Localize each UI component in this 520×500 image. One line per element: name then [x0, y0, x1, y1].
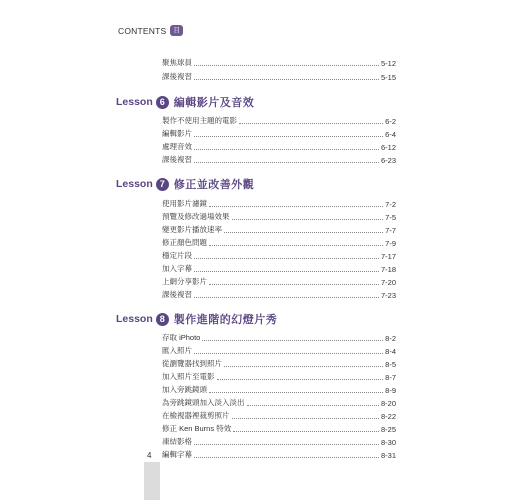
- dot-leader: [209, 284, 379, 285]
- toc-entry-page: 8-31: [380, 451, 396, 460]
- dot-leader: [194, 136, 383, 137]
- toc-entry[interactable]: [162, 436, 396, 447]
- page-tab-marker: [144, 462, 160, 500]
- toc-entry-page: 7-5: [385, 213, 396, 222]
- toc-entry-label: 修正顏色問題: [162, 238, 207, 247]
- toc-entry-label: 處理音效: [162, 142, 192, 151]
- toc-entry[interactable]: [162, 289, 396, 300]
- dot-leader: [224, 232, 383, 233]
- toc-entry-label: 課後複習: [162, 72, 192, 81]
- toc-entry[interactable]: [162, 198, 396, 209]
- toc-entry-page: 8-22: [380, 412, 396, 421]
- lesson-word: Lesson: [116, 313, 153, 325]
- dot-leader: [194, 353, 383, 354]
- toc-entry-page: 8-25: [380, 425, 396, 434]
- toc-entry-page: 8-20: [380, 399, 396, 408]
- dot-leader: [202, 340, 383, 341]
- toc-entry-label: 加入照片至電影: [162, 372, 215, 381]
- toc-entry-page: 8-2: [385, 334, 396, 343]
- toc-entry-page: 5-15: [380, 73, 396, 82]
- toc-entry-label: 變更影片播放速率: [162, 225, 222, 234]
- toc-entry-page: 5-12: [380, 59, 396, 68]
- toc-entry[interactable]: [162, 397, 396, 408]
- toc-entry-page: 6-4: [385, 130, 396, 139]
- lesson-title: 製作進階的幻燈片秀: [173, 314, 278, 326]
- toc-entry-label: 製作不使用主題的電影: [162, 116, 237, 125]
- toc-entry-label: 修正 Ken Burns 特效: [162, 424, 232, 433]
- toc-entry-label: 課後複習: [162, 155, 192, 164]
- toc-entry-label: 存取 iPhoto: [162, 333, 201, 342]
- dot-leader: [247, 405, 379, 406]
- toc-entry[interactable]: [162, 115, 396, 126]
- toc-entry-page: 6-23: [380, 156, 396, 165]
- dot-leader: [209, 392, 383, 393]
- toc-entry[interactable]: [162, 423, 396, 434]
- toc-entry-label: 加入旁跳鏡頭: [162, 385, 207, 394]
- dot-leader: [194, 65, 379, 66]
- dot-leader: [224, 366, 383, 367]
- dot-leader: [233, 431, 379, 432]
- dot-leader: [194, 457, 379, 458]
- toc-entry[interactable]: [162, 410, 396, 421]
- toc-entry-page: 7-7: [385, 226, 396, 235]
- toc-entry-label: 穩定片段: [162, 251, 192, 260]
- page-number: 4: [147, 451, 152, 460]
- toc-entry-page: 8-30: [380, 438, 396, 447]
- dot-leader: [232, 418, 379, 419]
- toc-entry[interactable]: [162, 57, 396, 68]
- dot-leader: [194, 162, 379, 163]
- toc-entry[interactable]: [162, 250, 396, 261]
- lesson-number-badge: 8: [156, 313, 169, 326]
- dot-leader: [232, 219, 384, 220]
- toc-entry-page: 8-5: [385, 360, 396, 369]
- lesson-number-badge: 7: [156, 178, 169, 191]
- toc-entry[interactable]: [162, 211, 396, 222]
- running-header: [118, 25, 183, 45]
- toc-entry[interactable]: [162, 449, 396, 460]
- dot-leader: [194, 149, 379, 150]
- dot-leader: [209, 245, 383, 246]
- toc-entry[interactable]: [162, 71, 396, 82]
- lesson-heading-8[interactable]: [116, 311, 277, 327]
- dot-leader: [194, 271, 379, 272]
- toc-entry[interactable]: [162, 237, 396, 248]
- lesson-word: Lesson: [116, 96, 153, 108]
- toc-entry-page: 7-2: [385, 200, 396, 209]
- toc-entry[interactable]: [162, 141, 396, 152]
- toc-entry-page: 7-20: [380, 278, 396, 287]
- toc-entry[interactable]: [162, 371, 396, 382]
- header-title: CONTENTS: [118, 25, 167, 36]
- dot-leader: [194, 258, 379, 259]
- toc-entry-page: 8-4: [385, 347, 396, 356]
- toc-entry[interactable]: [162, 154, 396, 165]
- lesson-heading-6[interactable]: [116, 94, 254, 110]
- toc-entry[interactable]: [162, 345, 396, 356]
- toc-entry-page: 8-9: [385, 386, 396, 395]
- toc-entry-page: 7-9: [385, 239, 396, 248]
- toc-entry-page: 6-12: [380, 143, 396, 152]
- lesson-heading-7[interactable]: [116, 176, 254, 192]
- toc-entry-page: 7-18: [380, 265, 396, 274]
- header-badge: 目錄: [170, 25, 183, 36]
- dot-leader: [239, 123, 383, 124]
- toc-entry-label: 在檢視器裡裁剪照片: [162, 411, 230, 420]
- toc-entry-page: 7-17: [380, 252, 396, 261]
- toc-entry-label: 預覽及修改過場效果: [162, 212, 230, 221]
- toc-entry[interactable]: [162, 224, 396, 235]
- dot-leader: [194, 444, 379, 445]
- toc-entry-page: 8-7: [385, 373, 396, 382]
- toc-entry-label: 為旁跳鏡頭加入淡入淡出: [162, 398, 245, 407]
- toc-entry-label: 從瀏覽器找到照片: [162, 359, 222, 368]
- dot-leader: [209, 206, 383, 207]
- toc-entry[interactable]: [162, 384, 396, 395]
- lesson-title: 修正並改善外觀: [173, 179, 255, 191]
- toc-entry[interactable]: [162, 128, 396, 139]
- lesson-word: Lesson: [116, 178, 153, 190]
- toc-entry-label: 匯入照片: [162, 346, 192, 355]
- toc-entry-label: 編輯字幕: [162, 450, 192, 459]
- toc-entry-label: 凍結影格: [162, 437, 192, 446]
- toc-entry[interactable]: [162, 332, 396, 343]
- toc-entry[interactable]: [162, 263, 396, 274]
- dot-leader: [194, 297, 379, 298]
- lesson-title: 編輯影片及音效: [173, 97, 255, 109]
- dot-leader: [217, 379, 384, 380]
- dot-leader: [194, 79, 379, 80]
- toc-entry[interactable]: [162, 276, 396, 287]
- toc-entry[interactable]: [162, 358, 396, 369]
- toc-entry-label: 加入字幕: [162, 264, 192, 273]
- toc-entry-label: 編輯影片: [162, 129, 192, 138]
- lesson-number-badge: 6: [156, 96, 169, 109]
- toc-entry-label: 課後複習: [162, 290, 192, 299]
- toc-entry-label: 使用影片濾鏡: [162, 199, 207, 208]
- toc-entry-label: 聚焦球員: [162, 58, 192, 67]
- toc-entry-page: 7-23: [380, 291, 396, 300]
- toc-entry-page: 6-2: [385, 117, 396, 126]
- toc-entry-label: 上網分享影片: [162, 277, 207, 286]
